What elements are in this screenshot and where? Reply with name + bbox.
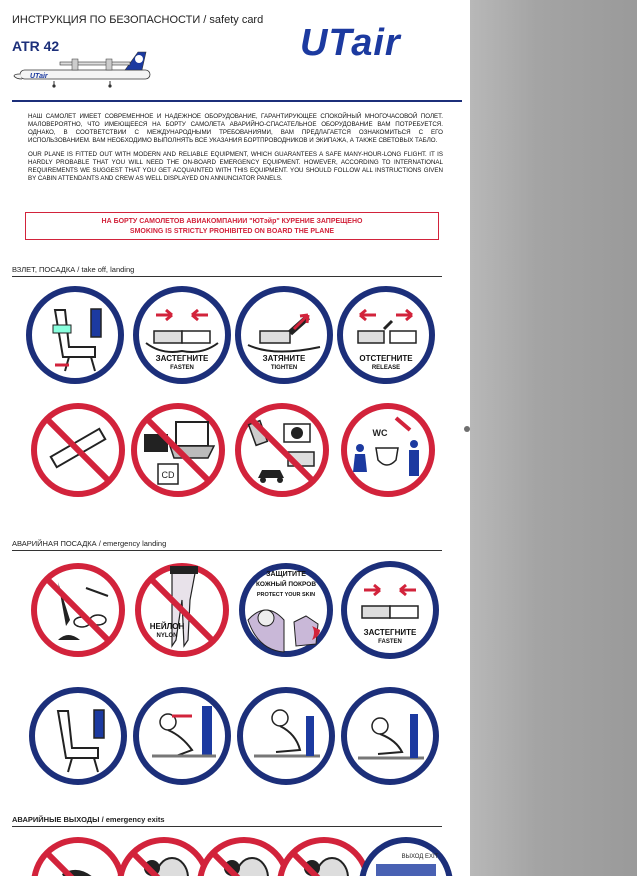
no-smoking-notice (25, 212, 439, 240)
atr42-airplane-icon (10, 48, 160, 88)
header-divider (12, 100, 462, 102)
no-nylon-icon (132, 560, 232, 660)
no-high-heels-icon (28, 834, 128, 876)
belt-fasten-icon (340, 560, 440, 660)
intro-text (28, 113, 443, 189)
no-smoking-ru: НА БОРТУ САМОЛЕТОВ АВИАКОМПАНИИ "ЮТэйр" КУРЕНИЕ ЗАПРЕЩЕНО (101, 218, 363, 225)
no-electronics-icon (128, 400, 228, 500)
scan-background (470, 0, 637, 876)
protect-skin-ru-1: ЗАЩИТИТЕ (266, 571, 306, 578)
brace-position-icon (132, 686, 232, 786)
section-divider (12, 550, 442, 551)
aircraft-model: ATR 42 (12, 38, 60, 54)
nylon-label-en: NYLON (156, 633, 178, 639)
exit-sign-icon (356, 834, 456, 876)
no-toilet-icon (338, 400, 438, 500)
section-takeoff-heading: ВЗЛЕТ, ПОСАДКА / take off, landing (12, 265, 135, 274)
nylon-label-ru: НЕЙЛОН (149, 622, 185, 631)
card-title: ИНСТРУКЦИЯ ПО БЕЗОПАСНОСТИ / safety card (12, 14, 264, 26)
fasten-label-en: FASTEN (378, 639, 402, 645)
wc-label: WC (372, 428, 388, 438)
section-divider (12, 276, 442, 277)
intro-en: OUR PLANE IS FITTED OUT WITH MODERN AND RELIABLE EQUIPMENT, WHICH GUARANTEES A SAFE MANY-HOUR-LONG FLIGHT. IT IS HARDLY PROBABLE THAT YOU WILL NEED THE ON-BOARD EMERGENCY EQUIPMENT. HOWEVER, ACCORDING TO INTERNATIONAL REQUIREMENTS WE SUGGEST THAT YOU GET ACQUAINTED WITH THIS EQUIPMENT. YOU SHOULD FOLLOW ALL INSTRUCTIONS GIVEN BY CABIN ATTENDANTS AND CREW AS WELL DISPLAYED ON ANNUNCIATOR PANELS. (28, 151, 443, 182)
section-divider (12, 826, 442, 827)
fasten-label-ru: ЗАСТЕГНИТЕ (155, 354, 209, 363)
brace-position-icon (236, 686, 336, 786)
protect-skin-ru-2: КОЖНЫЙ ПОКРОВ (255, 581, 317, 588)
protect-skin-en: PROTECT YOUR SKIN (256, 592, 316, 598)
release-label-en: RELEASE (371, 365, 401, 371)
no-smoking-en: SMOKING IS STRICTLY PROHIBITED ON BOARD THE PLANE (129, 228, 335, 235)
section-emergency-landing-heading: АВАРИЙНАЯ ПОСАДКА / emergency landing (12, 539, 167, 548)
fasten-label-ru: ЗАСТЕГНИТЕ (363, 628, 417, 637)
remove-sharp-objects-icon (28, 560, 128, 660)
seat-upright-icon (25, 285, 125, 385)
staple-hole (464, 426, 470, 432)
utair-logo: UTair (300, 22, 401, 64)
svg-text:UTair: UTair (30, 73, 48, 80)
no-phone-camera-icon (232, 400, 332, 500)
section-emergency-exits-heading: АВАРИЙНЫЕ ВЫХОДЫ / emergency exits (12, 815, 165, 824)
seat-upright-icon (28, 686, 128, 786)
brace-position-icon (340, 686, 440, 786)
no-smoking-icon (28, 400, 128, 500)
exit-sign-label: ВЫХОД EXIT (401, 854, 439, 860)
fasten-label-en: FASTEN (170, 365, 194, 371)
tighten-label-ru: ЗАТЯНИТЕ (262, 354, 306, 363)
release-label-ru: ОТСТЕГНИТЕ (359, 354, 413, 363)
intro-ru: НАШ САМОЛЕТ ИМЕЕТ СОВРЕМЕННОЕ И НАДЕЖНОЕ ОБОРУДОВАНИЕ, ГАРАНТИРУЮЩЕЕ СПОКОЙНЫЙ МНОГОЧАСОВОЙ ПОЛЕТ. МАЛОВЕРОЯТНО, ЧТО ИМЕЮЩЕЕСЯ НА БОРТУ САМОЛЕТА АВАРИЙНО-СПАСАТЕЛЬНОЕ ОБОРУДОВАНИЕ ВАМ ПОТРЕБУЕТСЯ. ОДНАКО, В СООТВЕТСТВИИ С МЕЖДУНАРОДНЫМИ ТРЕБОВАНИЯМИ, ВАМ ПРЕДЛАГАЕТСЯ ОЗНАКОМИТЬСЯ С ЕГО ИСПОЛЬЗОВАНИЕМ. ВАМ НЕОБХОДИМО ВЫПОЛНЯТЬ ВСЕ УКАЗАНИЯ БОРТПРОВОДНИКОВ И ЭКИПАЖА, А ТАКЖЕ СВЕТОВЫХ ТАБЛО. (28, 113, 443, 144)
tighten-label-en: TIGHTEN (270, 365, 298, 371)
cd-label: CD (161, 470, 175, 480)
